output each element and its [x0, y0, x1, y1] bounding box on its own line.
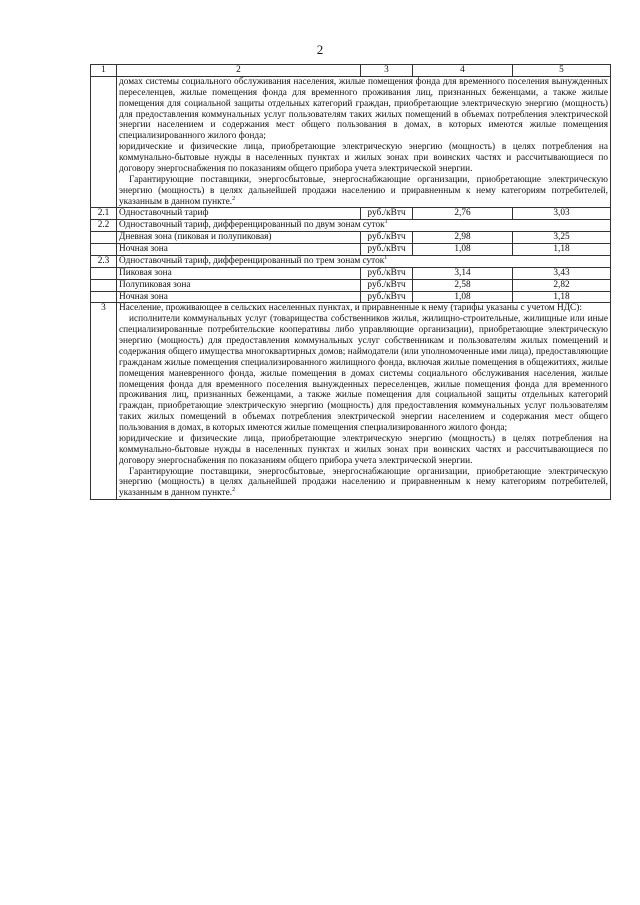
value-cell: 2,82 — [513, 279, 611, 291]
text-block — [117, 303, 611, 500]
text-block — [117, 76, 611, 208]
unit-cell: руб./кВтч — [361, 291, 413, 303]
row-label: Дневная зона (пиковая и полупиковая) — [117, 232, 361, 244]
table-row — [91, 255, 611, 267]
row-number: 3 — [91, 303, 117, 500]
row-label: Одноставочный тариф, дифференцированный по двум зонам суток$^1$ — [117, 220, 611, 232]
value-cell: 3,03 — [513, 208, 611, 220]
table-row — [91, 208, 611, 220]
header-cell: 3 — [361, 65, 413, 77]
table-row — [91, 244, 611, 256]
row-number: 2.2 — [91, 220, 117, 232]
row-number: 2.1 — [91, 208, 117, 220]
row-number — [91, 279, 117, 291]
row-label: Одноставочный тариф — [117, 208, 361, 220]
row-label: Полупиковая зона — [117, 279, 361, 291]
value-cell: 3,14 — [413, 267, 513, 279]
table-row — [91, 220, 611, 232]
unit-cell: руб./кВтч — [361, 232, 413, 244]
value-cell: 3,43 — [513, 267, 611, 279]
paragraph: юридические и физические лица, приобретающие электрическую энергию (мощность) в целях потребления на коммунально-бытовые нужды в населенных пунктах и жилых зонах при воинских частях и рассчитывающиеся по договору энергоснабжения по показаниям общего прибора учета электрической энергии. — [119, 142, 608, 174]
paragraph: Население, проживающее в сельских населенных пунктах, и приравненные к нему (тарифы указаны с учетом НДС): — [119, 303, 582, 314]
value-cell: 3,25 — [513, 232, 611, 244]
unit-cell: руб./кВтч — [361, 244, 413, 256]
table-row — [91, 232, 611, 244]
unit-cell: руб./кВтч — [361, 279, 413, 291]
row-label: Ночная зона — [117, 291, 361, 303]
value-cell: 1,18 — [513, 244, 611, 256]
paragraph: Гарантирующие поставщики, энергосбытовые, энергоснабжающие организации, приобретающие электрическую энергию (мощность) в целях дальнейшей продажи населению и приравненным к нему категориям потребителей, указанным в данном пункте.$^2$ — [119, 174, 608, 207]
value-cell: 1,08 — [413, 291, 513, 303]
header-row — [91, 65, 611, 77]
row-number — [91, 291, 117, 303]
paragraph: Гарантирующие поставщики, энергосбытовые, энергоснабжающие организации, приобретающие электрическую энергию (мощность) в целях дальнейшей продажи населению и приравненным к нему категориям потребителей, указанным в данном пункте.$^2$ — [119, 466, 608, 499]
header-cell: 2 — [117, 65, 361, 77]
value-cell: 1,18 — [513, 291, 611, 303]
table-row — [91, 267, 611, 279]
footnote-ref: 1 — [384, 254, 388, 261]
footnote-ref: 2 — [232, 487, 236, 494]
paragraph: исполнители коммунальных услуг (товарищества собственников жилья, жилищно-строительные, жилищные или иные специализированные потребительские кооперативы либо управляющие организации), приобретающие электрическую энергию (мощность) для предоставления коммунальных услуг собственникам и пользователям жилых помещений и содержания общего имущества многоквартирных домов; наймодатели (или уполномоченные ими лица), предоставляющие гражданам жилые помещения специализированного жилищного фонда, включая жилые помещения в общежитиях, жилые помещения маневренного фонда, жилые помещения в домах системы социального обслуживания населения, жилые помещения фонда для временного поселения вынужденных переселенцев, жилые помещения фонда для временного проживания лиц, признанных беженцами, а также жилые помещения для социальной защиты отдельных категорий граждан, приобретающие электрическую энергию (мощность) для предоставления коммунальных услуг пользователям таких жилых помещений в объемах потребления электрической энергии населением и содержания мест общего пользования в домах, в которых имеются жилые помещения специализированного жилого фонда; — [119, 314, 608, 433]
tariff-table — [90, 64, 611, 500]
header-cell: 4 — [413, 65, 513, 77]
footnote-ref: 2 — [232, 195, 236, 202]
value-cell: 2,76 — [413, 208, 513, 220]
value-cell: 2,98 — [413, 232, 513, 244]
value-cell: 2,58 — [413, 279, 513, 291]
unit-cell: руб./кВтч — [361, 208, 413, 220]
paragraph: юридические и физические лица, приобретающие электрическую энергию (мощность) в целях потребления на коммунально-бытовые нужды в населенных пунктах и жилых зонах при воинских частях и рассчитывающиеся по договору энергоснабжения по показаниям общего прибора учета электрической энергии. — [119, 433, 608, 466]
text-block-row — [91, 76, 611, 208]
header-cell: 1 — [91, 65, 117, 77]
text-block-row — [91, 303, 611, 500]
row-number — [91, 232, 117, 244]
row-number: 2.3 — [91, 255, 117, 267]
row-number — [91, 267, 117, 279]
page-number: 2 — [316, 42, 324, 57]
table-row — [91, 291, 611, 303]
unit-cell: руб./кВтч — [361, 267, 413, 279]
row-label: Пиковая зона — [117, 267, 361, 279]
paragraph: домах системы социального обслуживания населения, жилые помещения фонда для временного поселения вынужденных переселенцев, жилые помещения фонда для временного проживания лиц, признанных беженцами, а также жилые помещения для социальной защиты отдельных категорий граждан, приобретающие электрическую энергию (мощность) для предоставления коммунальных услуг пользователям таких жилых помещений в объемах потребления электрической энергии населением и содержания мест общего пользования в домах, в которых имеются жилые помещения специализированного жилого фонда; — [119, 76, 608, 142]
row-number — [91, 244, 117, 256]
row-label: Одноставочный тариф, дифференцированный по трем зонам суток$^1$ — [117, 255, 611, 267]
footnote-ref: 1 — [384, 219, 388, 226]
value-cell: 1,08 — [413, 244, 513, 256]
header-cell: 5 — [513, 65, 611, 77]
row-label: Ночная зона — [117, 244, 361, 256]
table-row — [91, 279, 611, 291]
